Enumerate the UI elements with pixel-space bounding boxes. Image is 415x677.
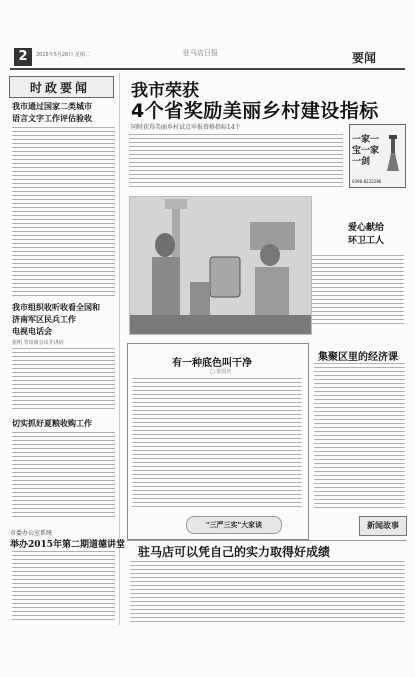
- bottom-left-body: [12, 551, 115, 621]
- left-story-2-body: [12, 348, 115, 412]
- main-headline[interactable]: 4个省奖励美丽乡村建设指标: [131, 100, 379, 122]
- issue-date: 2015年5月26日 星期二: [36, 52, 90, 58]
- column-tag: "三严三实"大家谈: [186, 516, 282, 534]
- left-story-1-title-2[interactable]: 语言文字工作评估验收: [12, 113, 92, 123]
- left-story-1-title-1[interactable]: 我市通过国家二类城市: [12, 101, 92, 111]
- photo-caption-text: [312, 255, 404, 325]
- bottom-main-headline[interactable]: 驻马店可以凭自己的实力取得好成绩: [138, 545, 331, 559]
- right-article-body: [314, 363, 405, 511]
- main-kicker: 我市荣获: [131, 81, 199, 101]
- left-column-heading: 时政要闻: [9, 76, 114, 98]
- right-article-title[interactable]: 集聚区里的经济课: [318, 352, 398, 363]
- left-story-2-title-1[interactable]: 我市组织收听收看全国和: [12, 302, 100, 312]
- bottom-left-kicker: 市委办公室系统: [10, 530, 53, 537]
- box-article-title[interactable]: 有一种底色叫干净: [172, 358, 252, 369]
- left-story-2-subtitle: 张明 等出席会议并讲话: [12, 340, 64, 346]
- bottom-rule: [127, 540, 406, 541]
- bottom-article-body: [130, 561, 405, 625]
- left-story-1-body: [12, 127, 115, 297]
- left-story-3-title[interactable]: 切实抓好夏粮收购工作: [12, 418, 92, 428]
- main-deck: 同时获得美丽乡村试点申报资格指标14个: [131, 124, 241, 131]
- box-article-body: [132, 378, 302, 510]
- left-story-2-title-3[interactable]: 电视电话会: [12, 326, 52, 336]
- photo-scene-illustration: [130, 197, 311, 334]
- news-story-label: 新闻故事: [359, 516, 407, 536]
- news-photo: [129, 196, 312, 335]
- section-title: 要闻: [352, 51, 377, 65]
- tower-icon: [383, 133, 403, 173]
- bottom-left-headline[interactable]: 举办2015年第二期道德讲堂: [10, 540, 126, 550]
- ad-title: 一家一宝一家一剑: [352, 135, 380, 167]
- ad-box[interactable]: [349, 124, 406, 188]
- ad-phone: 0396-8222286: [352, 179, 382, 184]
- left-story-3-body: [12, 432, 115, 520]
- left-story-2-title-2[interactable]: 济南军区民兵工作: [12, 314, 76, 324]
- page-number: 2: [14, 48, 32, 66]
- main-body-text: [129, 134, 343, 190]
- photo-caption-title: 爱心献给 环卫工人: [348, 223, 385, 246]
- box-article-author: □ 张国庆: [210, 369, 232, 375]
- masthead: 驻马店日报: [183, 49, 218, 57]
